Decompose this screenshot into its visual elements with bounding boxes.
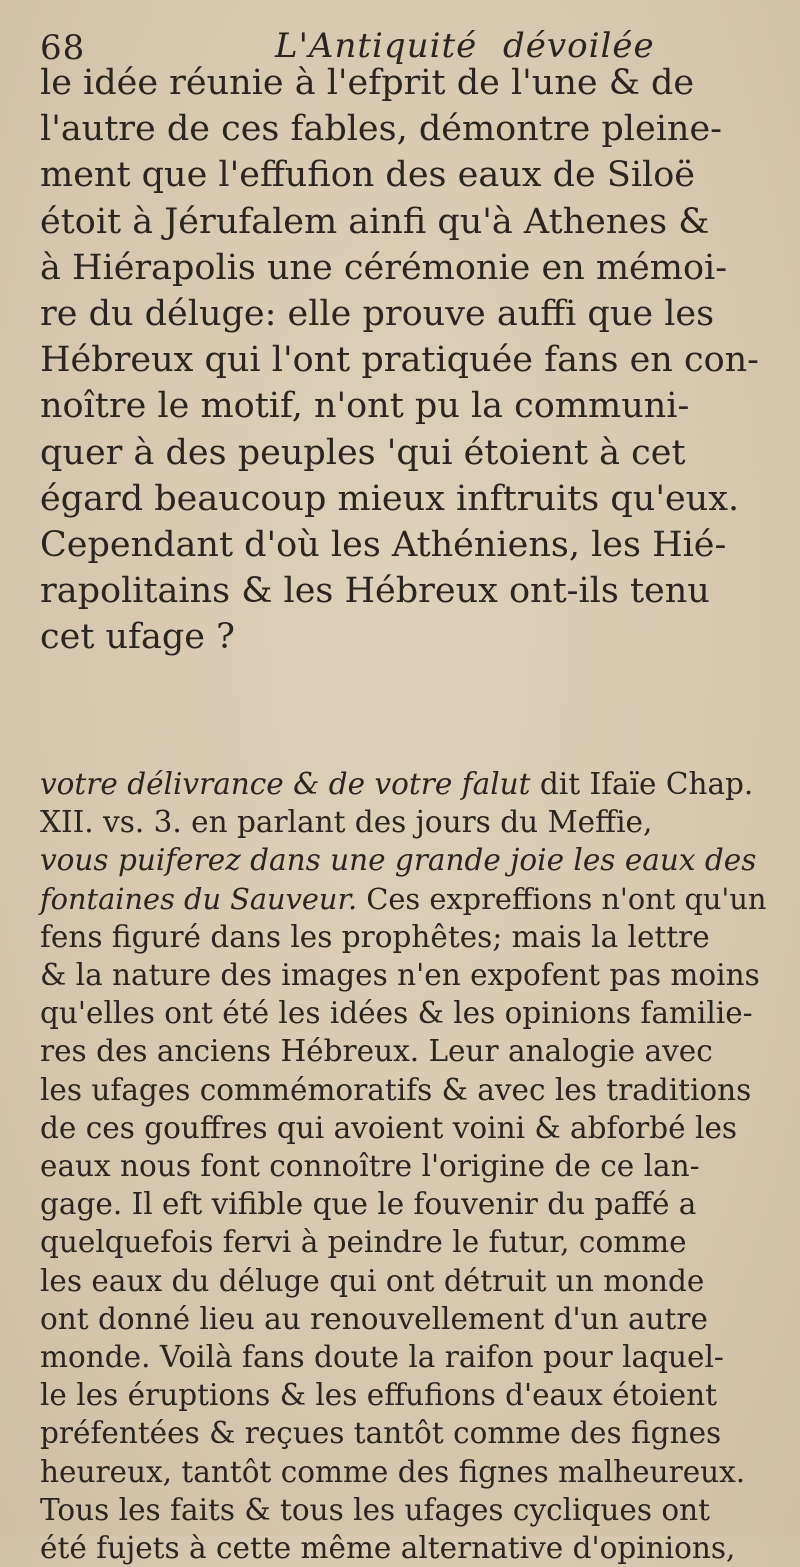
footnote-line: monde. Voilà fans doute la raifon pour laquel-	[40, 1340, 724, 1375]
text-line: étoit à Jérufalem ainfi qu'à Athenes &	[40, 201, 710, 242]
footnote-line: eaux nous font connoître l'origine de ce lan-	[40, 1149, 700, 1184]
footnote-line	[40, 765, 770, 803]
text-line: le idée réunie à l'efprit de l'une & de	[40, 63, 695, 103]
text-line: Hébreux qui l'ont pratiquée fans en con-	[40, 340, 760, 381]
main-text	[40, 60, 770, 661]
footnote-line: les ufages commémoratifs & avec les traditions	[40, 1072, 752, 1107]
running-title: L'Antiquité dévoilée	[275, 26, 655, 66]
text-line: l'autre de ces fables, démontre pleine-	[40, 109, 722, 150]
footnote-line: res des anciens Hébreux. Leur analogie avec	[40, 1034, 713, 1069]
footnote-line: préfentées & reçues tantôt comme des fignes	[40, 1416, 722, 1451]
text-line: à Hiérapolis une cérémonie en mémoi-	[40, 247, 728, 288]
footnote-line: les eaux du déluge qui ont détruit un monde	[40, 1263, 705, 1298]
footnote-line: & la nature des images n'en expofent pas moins	[40, 958, 760, 993]
text-line: cet ufage ?	[40, 617, 235, 658]
footnote-italic-text: votre délivrance & de votre falut	[40, 767, 531, 801]
footnote-line: XII. vs. 3. en parlant des jours du Meffie,	[40, 805, 653, 840]
footnote-line: gage. Il eft vifible que le fouvenir du paffé a	[40, 1187, 697, 1222]
footnote-line: vous puiferez dans une grande joie les eaux des	[40, 843, 757, 878]
footnote	[40, 765, 770, 1567]
text-line: noître le motif, n'ont pu la communi-	[40, 386, 690, 427]
footnote-line: été fujets à cette même alternative d'opinions,	[40, 1531, 736, 1566]
footnote-line: le les éruptions & les effufions d'eaux étoient	[40, 1378, 717, 1413]
text-line: rapolitains & les Hébreux ont-ils tenu	[40, 571, 710, 612]
footnote-line: quelquefois fervi à peindre le futur, comme	[40, 1225, 687, 1260]
footnote-italic-text: fontaines du Sauveur.	[40, 881, 358, 916]
text-line: Cependant d'où les Athéniens, les Hié-	[40, 525, 727, 566]
text-line: re du déluge: elle prouve auffi que les	[40, 294, 715, 335]
footnote-roman-text: dit Ifaïe Chap.	[530, 767, 754, 801]
footnote-line: ont donné lieu au renouvellement d'un autre	[40, 1301, 708, 1336]
text-line: ment que l'effufion des eaux de Siloë	[40, 155, 696, 196]
footnote-line: qu'elles ont été les idées & les opinions familie-	[40, 996, 753, 1031]
footnote-roman-text: Ces expreffions n'ont qu'un	[357, 881, 767, 916]
footnote-line: heureux, tantôt comme des fignes malheureux.	[40, 1454, 746, 1489]
text-line: quer à des peuples 'qui étoient à cet	[40, 432, 686, 473]
footnote-line: Tous les faits & tous les ufages cycliques ont	[40, 1492, 710, 1527]
footnote-line: de ces gouffres qui avoient voini & abforbé les	[40, 1110, 738, 1145]
footnote-line	[40, 880, 770, 918]
text-line: égard beaucoup mieux inftruits qu'eux.	[40, 478, 740, 519]
page-number: 68	[40, 28, 86, 68]
footnote-line: fens figuré dans les prophêtes; mais la lettre	[40, 919, 710, 954]
